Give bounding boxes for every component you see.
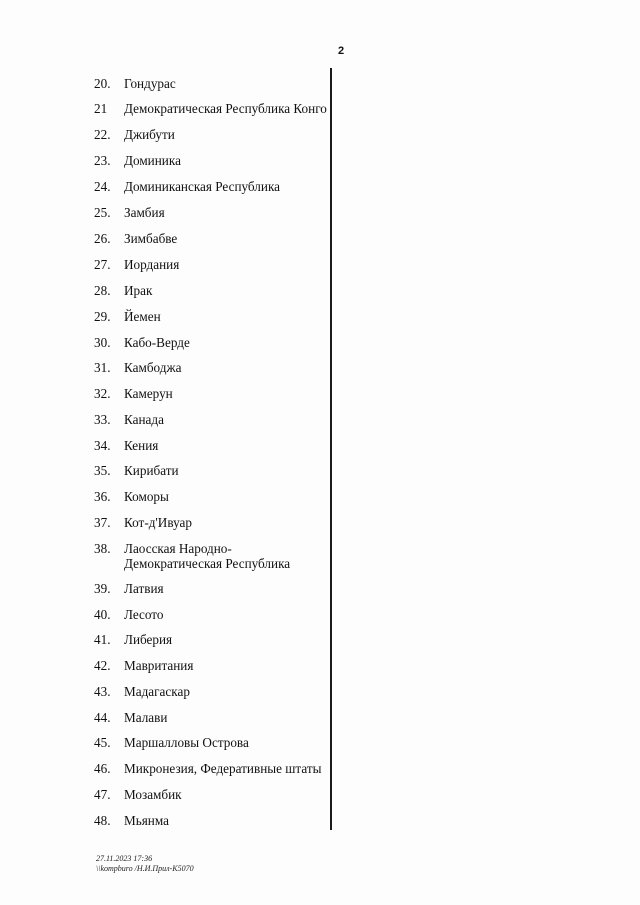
list-item [94, 658, 329, 673]
item-number: 24. [94, 179, 111, 194]
country-name: Камбоджа [124, 360, 182, 375]
list-item [94, 360, 329, 375]
country-name: Кирибати [124, 463, 179, 478]
country-name: Микронезия, Федеративные штаты [124, 761, 322, 776]
item-number: 47. [94, 787, 111, 802]
list-item [94, 231, 329, 246]
item-number: 43. [94, 684, 111, 699]
list-item [94, 632, 329, 647]
country-name: Демократическая Республика Конго [124, 101, 327, 116]
item-number: 31. [94, 360, 111, 375]
list-item [94, 335, 329, 350]
item-number: 38. [94, 541, 111, 556]
list-item [94, 710, 329, 725]
country-name: Либерия [124, 632, 173, 647]
country-name: Кабо-Верде [124, 335, 190, 350]
country-name: Канада [124, 412, 164, 427]
list-item [94, 127, 329, 142]
country-name: Коморы [124, 489, 169, 504]
item-number: 21 [94, 101, 108, 116]
country-name: Кения [124, 438, 159, 453]
country-name: Зимбабве [124, 231, 178, 246]
country-name: Малави [124, 710, 168, 725]
item-number: 42. [94, 658, 111, 673]
page-number: 2 [338, 45, 345, 57]
list-item [94, 101, 329, 116]
country-name: Мадагаскар [124, 684, 190, 699]
item-number: 25. [94, 205, 111, 220]
list-item [94, 607, 329, 622]
list-item [94, 515, 329, 530]
list-item [94, 257, 329, 272]
list-item [94, 684, 329, 699]
list-item [94, 76, 329, 91]
country-name: Ирак [124, 283, 153, 298]
item-number: 33. [94, 412, 111, 427]
country-name: Лесото [124, 607, 164, 622]
item-number: 22. [94, 127, 111, 142]
list-item [94, 179, 329, 194]
item-number: 28. [94, 283, 111, 298]
footer-path: \\kompburo /Н.И.Прил-К5070 [96, 864, 194, 873]
country-name: Доминиканская Республика [124, 179, 281, 194]
item-number: 45. [94, 735, 111, 750]
list-item [94, 283, 329, 298]
item-number: 46. [94, 761, 111, 776]
item-number: 29. [94, 309, 111, 324]
item-number: 30. [94, 335, 111, 350]
item-number: 48. [94, 813, 111, 828]
list-item [94, 438, 329, 453]
country-name: Гондурас [124, 76, 176, 91]
country-name: Мавритания [124, 658, 194, 673]
item-number: 35. [94, 463, 111, 478]
country-name: Джибути [124, 127, 175, 142]
list-item [94, 412, 329, 427]
item-number: 26. [94, 231, 111, 246]
list-item [94, 205, 329, 220]
item-number: 44. [94, 710, 111, 725]
list-item [94, 813, 329, 828]
country-name: Йемен [124, 309, 161, 324]
item-number: 36. [94, 489, 111, 504]
list-item [94, 386, 329, 401]
item-number: 40. [94, 607, 111, 622]
country-name: Иордания [124, 257, 180, 272]
list-item [94, 581, 329, 596]
item-number: 34. [94, 438, 111, 453]
country-name: Маршалловы Острова [124, 735, 249, 750]
list-item [94, 489, 329, 504]
country-name: Латвия [124, 581, 164, 596]
list-item [94, 309, 329, 324]
list-item [94, 761, 329, 776]
footer-timestamp: 27.11.2023 17:36 [96, 854, 153, 863]
item-number: 37. [94, 515, 111, 530]
list-item [94, 787, 329, 802]
country-name: Доминика [124, 153, 181, 168]
item-number: 41. [94, 632, 111, 647]
item-number: 27. [94, 257, 111, 272]
item-number: 20. [94, 76, 111, 91]
country-name: Мозамбик [124, 787, 182, 802]
country-name: Лаосская Народно-Демократическая Республика [124, 541, 291, 571]
list-item [94, 463, 329, 478]
footer-stamp [96, 854, 194, 874]
country-name: Камерун [124, 386, 173, 401]
item-number: 23. [94, 153, 111, 168]
column-divider [330, 68, 332, 830]
item-number: 39. [94, 581, 111, 596]
item-number: 32. [94, 386, 111, 401]
country-name: Мьянма [124, 813, 169, 828]
country-name: Кот-д'Ивуар [124, 515, 192, 530]
list-item [94, 541, 329, 571]
list-item [94, 735, 329, 750]
country-name: Замбия [124, 205, 165, 220]
list-item [94, 153, 329, 168]
